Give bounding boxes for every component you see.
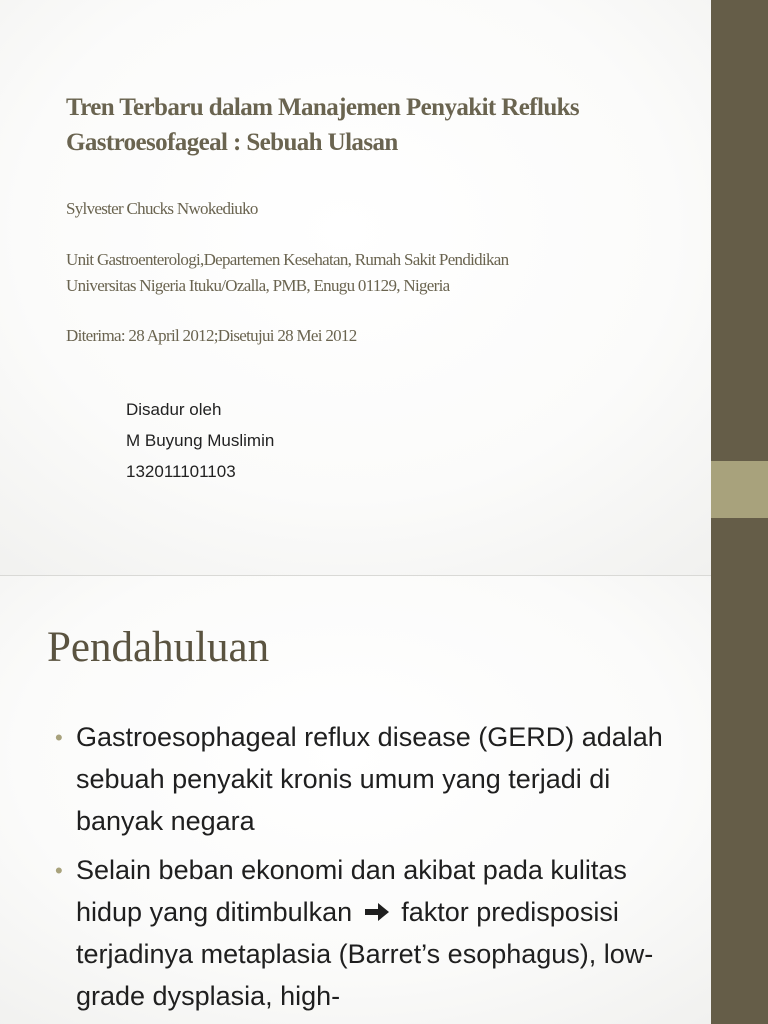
bullet-text-after: faktor predisposisi terjadinya metaplasia (Barret’s esophagus), low-grade dysplasia, high-: [76, 897, 654, 1011]
adaptation-credit: [126, 394, 274, 487]
slide-heading: Pendahuluan: [47, 624, 270, 671]
bullet-dot-icon: •: [55, 858, 63, 883]
introduction-slide: [0, 576, 768, 1024]
bullet-text-before: Selain beban ekonomi dan akibat pada kulitas hidup yang ditimbulkan: [76, 855, 627, 927]
paper-title: Tren Terbaru dalam Manajemen Penyakit Refluks Gastroesofageal : Sebuah Ulasan: [66, 94, 580, 156]
received-accepted-dates: Diterima: 28 April 2012;Disetujui 28 Mei 2012: [66, 326, 357, 345]
credit-label: Disadur oleh: [126, 400, 222, 419]
credit-student-id: 132011101103: [126, 462, 236, 481]
paper-author: Sylvester Chucks Nwokediuko: [66, 199, 258, 218]
bullet-list: [55, 716, 695, 1024]
bullet-item: [55, 849, 695, 1017]
sidebar-accent-block: [711, 461, 768, 518]
bullet-text: Gastroesophageal reflux disease (GERD) adalah sebuah penyakit kronis umum yang terjadi di banyak negara: [76, 722, 663, 836]
author-affiliation: Unit Gastroenterologi,Departemen Kesehatan, Rumah Sakit Pendidikan Universitas Nigeria Ituku/Ozalla, PMB, Enugu 01129, Nigeria: [66, 250, 509, 295]
bullet-dot-icon: •: [55, 725, 63, 750]
bullet-item: [55, 716, 695, 842]
right-arrow-icon: [364, 902, 390, 922]
credit-name: M Buyung Muslimin: [126, 431, 275, 450]
